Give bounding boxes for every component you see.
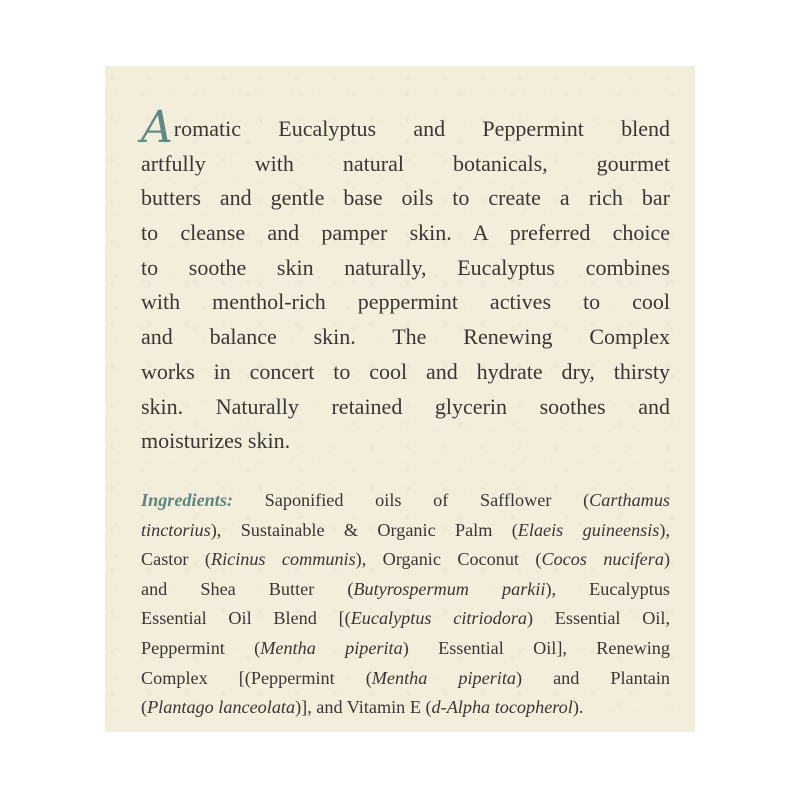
ingredient-text: ). [572, 697, 584, 718]
ingredients-heading: Ingredients: [141, 490, 233, 510]
ingredients-line [141, 634, 670, 664]
ingredients-line [141, 545, 670, 575]
ingredients-line [141, 486, 670, 516]
ingredient-text: ) Essential Oil], Renewing [402, 637, 670, 658]
ingredients-line [141, 604, 670, 634]
ingredient-text: Essential Oil Blend [( [141, 608, 351, 629]
botanical-name: Cocos nucifera [541, 549, 664, 570]
botanical-name: Ricinus communis [210, 549, 356, 570]
botanical-name: Elaeis guineensis [517, 519, 660, 540]
ingredient-text: ( [141, 697, 148, 718]
ingredients-line [141, 575, 670, 605]
product-label-card [105, 66, 695, 732]
product-description [141, 102, 670, 459]
ingredient-text: ) [663, 549, 670, 570]
botanical-name: Butyrospermum parkii [353, 578, 546, 599]
description-line: artfully with natural botanicals, gourmet [141, 150, 670, 176]
description-line: Aromatic Eucalyptus and Peppermint blend [141, 102, 670, 153]
ingredient-text: ), Organic Coconut ( [355, 549, 542, 570]
description-line-text: romatic Eucalyptus and Peppermint blend [173, 116, 670, 141]
botanical-name: Mentha piperita [371, 667, 516, 688]
ingredient-text: ), Sustainable & Organic Palm ( [210, 519, 518, 540]
ingredient-text: Complex [(Peppermint ( [141, 667, 372, 688]
botanical-name: d-Alpha tocopherol [431, 697, 573, 718]
botanical-name: Mentha piperita [260, 637, 403, 658]
description-line: to soothe skin naturally, Eucalyptus combines [141, 254, 670, 280]
ingredient-text: ), [659, 519, 670, 540]
description-line: to cleanse and pamper skin. A preferred choice [141, 220, 670, 246]
description-line: butters and gentle base oils to create a rich bar [141, 185, 670, 211]
ingredient-text: and Shea Butter ( [141, 578, 354, 599]
ingredients-list [141, 486, 670, 723]
ingredient-text: )], and Vitamin E ( [295, 697, 432, 718]
ingredient-text: ), Eucalyptus [545, 578, 670, 599]
botanical-name: tinctorius [141, 519, 211, 540]
botanical-name: Carthamus [589, 490, 670, 510]
botanical-name: Eucalyptus citriodora [350, 608, 528, 629]
description-line: skin. Naturally retained glycerin soothes and [141, 393, 670, 419]
ingredient-text: ) and Plantain [515, 667, 670, 688]
description-line: with menthol-rich peppermint actives to cool [141, 289, 670, 315]
ingredient-text: Peppermint ( [141, 637, 261, 658]
description-line: moisturizes skin. [141, 428, 291, 454]
description-line: and balance skin. The Renewing Complex [141, 324, 670, 350]
ingredients-line [141, 516, 670, 546]
ingredients-line [141, 693, 670, 723]
botanical-name: Plantago lanceolata [147, 697, 296, 718]
ingredient-text: Castor ( [141, 549, 211, 570]
description-line: works in concert to cool and hydrate dry, thirsty [141, 358, 670, 384]
ingredient-text: ) Essential Oil, [527, 608, 671, 629]
ingredient-text: Saponified oils of Safflower ( [232, 490, 590, 510]
ingredients-line [141, 664, 670, 694]
